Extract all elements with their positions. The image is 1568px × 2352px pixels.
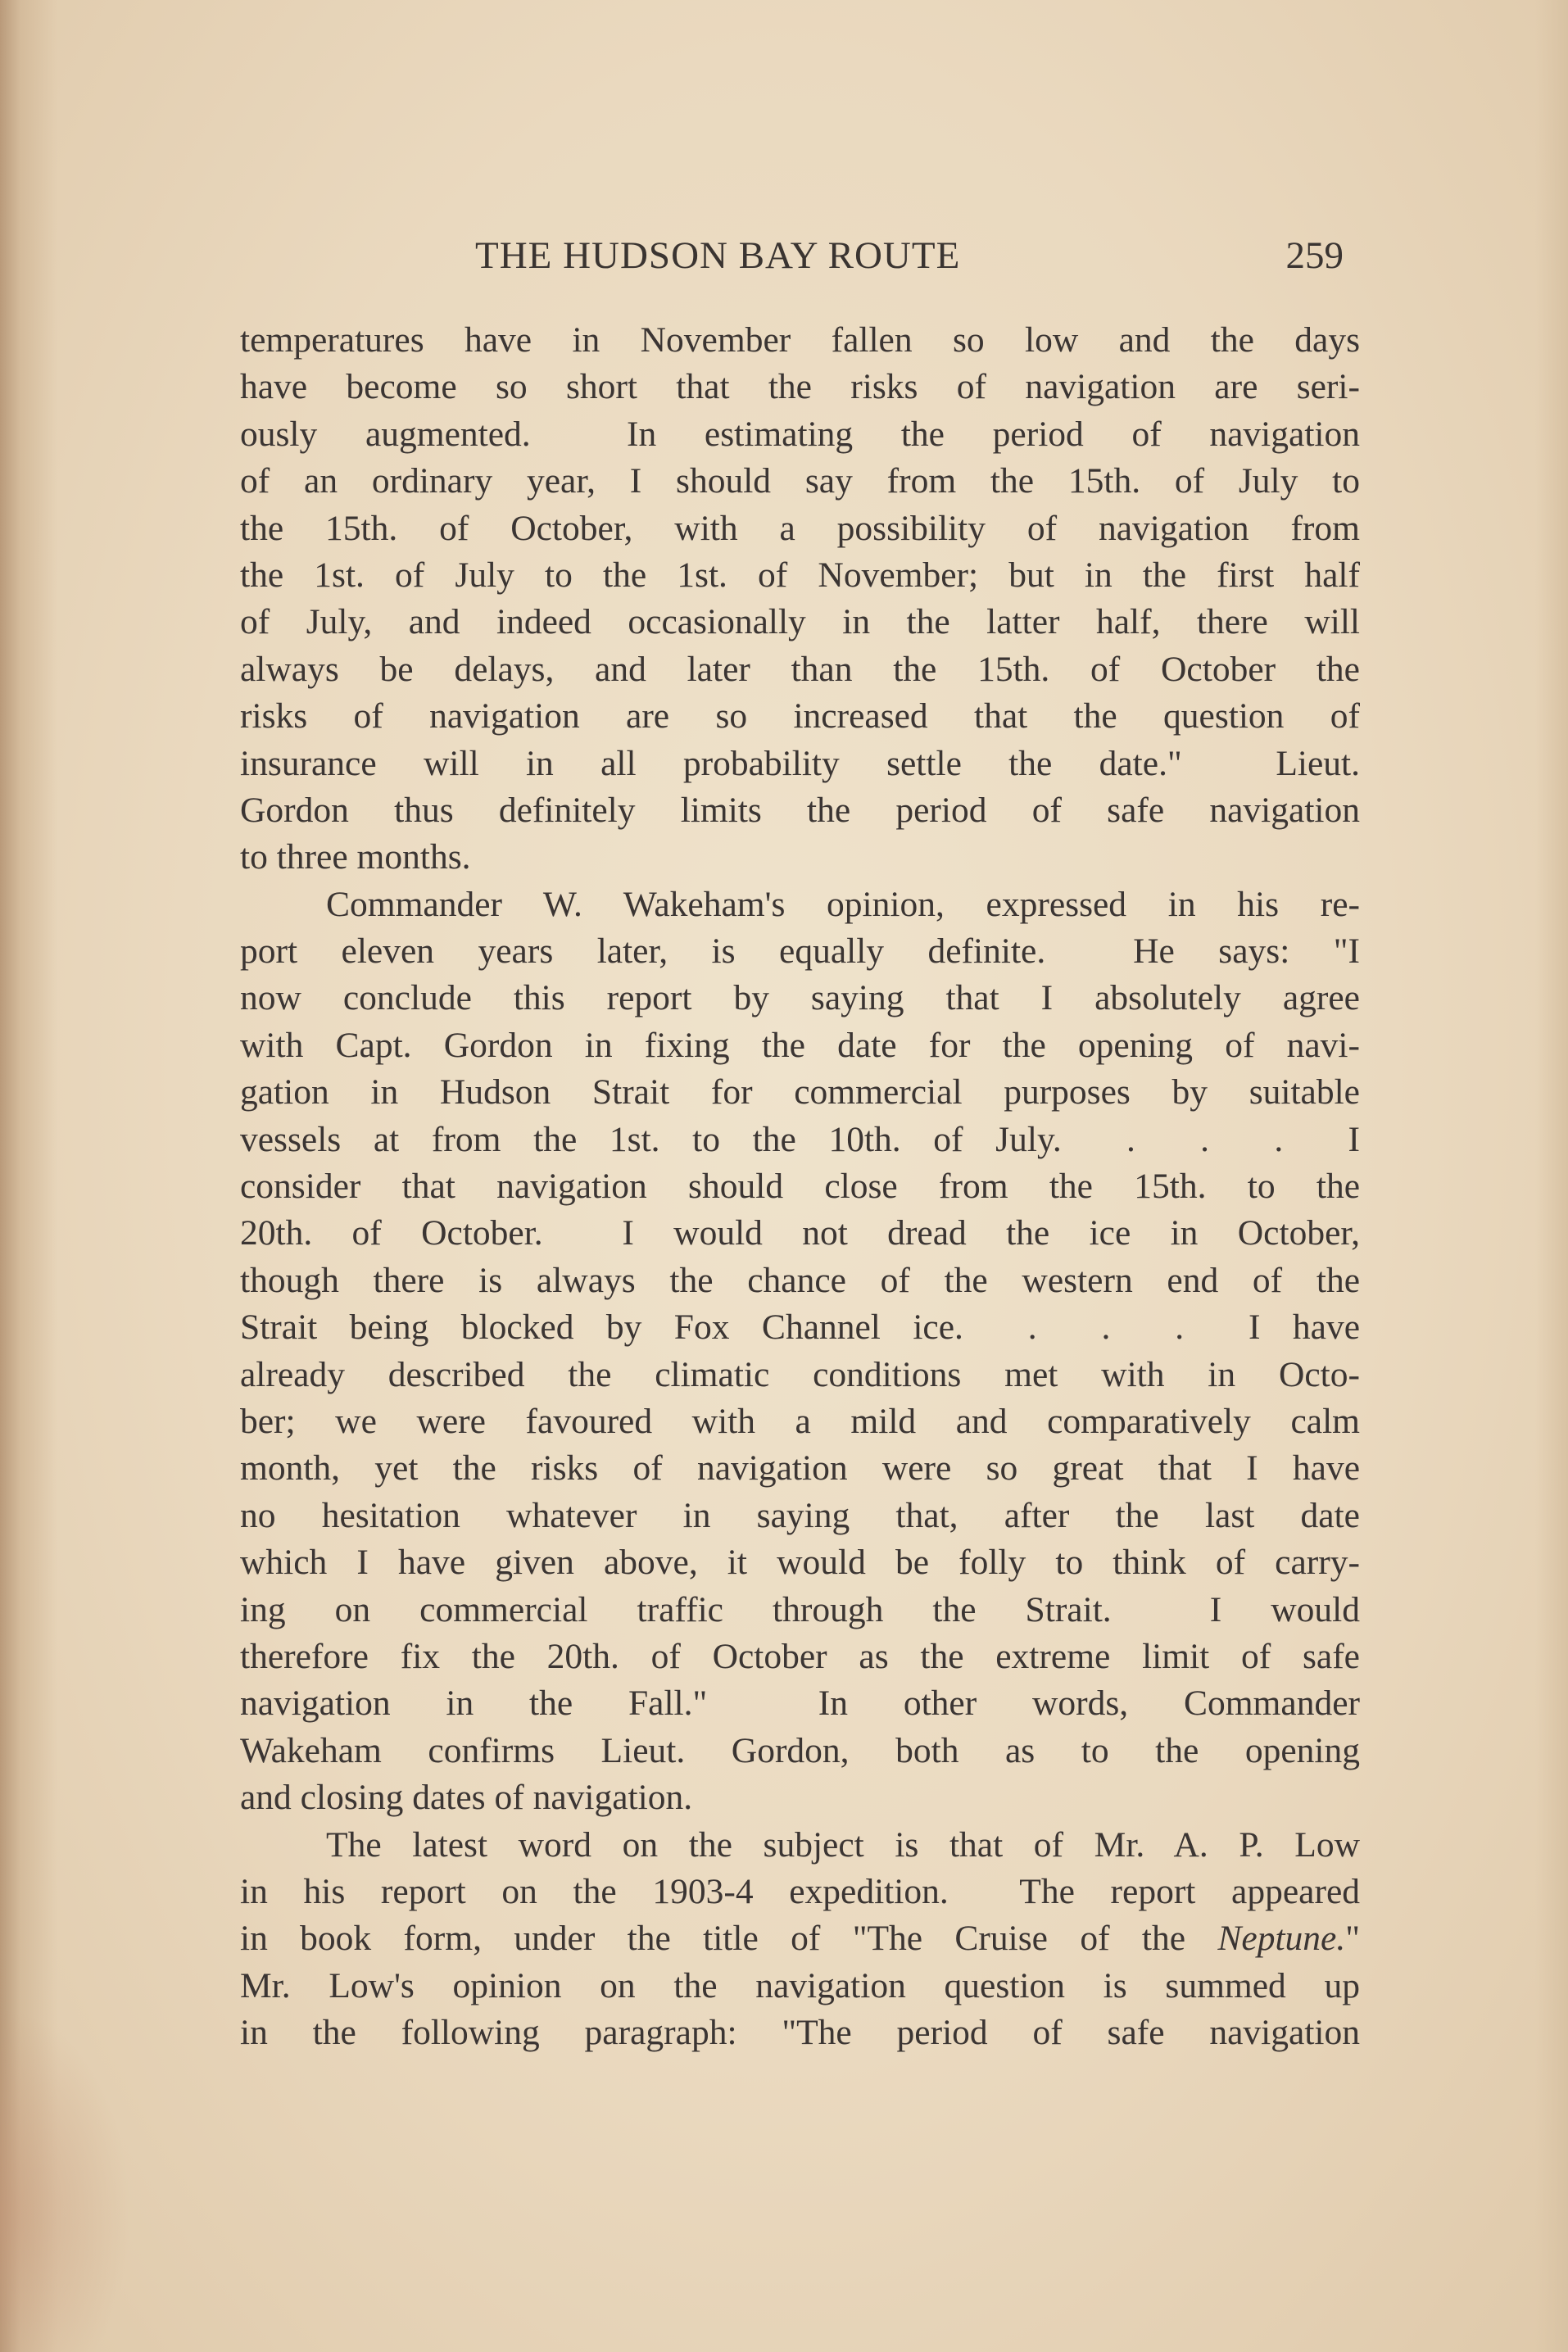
text-line: have become so short that the risks of navigation are seri- [240,367,1360,407]
text-line: always be delays, and later than the 15th. of October the [240,649,1360,689]
body-text [240,317,1360,2056]
text-line: insurance will in all probability settle the date." Lieut. [240,743,1360,783]
text-line: Wakeham confirms Lieut. Gordon, both as to the opening [240,1730,1360,1770]
text-line: gation in Hudson Strait for commercial purposes by suitable [240,1072,1360,1113]
text-line: ously augmented. In estimating the period of navigation [240,414,1360,454]
text-line: ing on commercial traffic through the Strait. I would [240,1589,1360,1629]
text-line: with Capt. Gordon in fixing the date for the opening of navi- [240,1025,1360,1065]
closing-quote: " [1345,1919,1360,1959]
text-line: in the following paragraph: "The period of safe navigation [240,2013,1360,2053]
text-line: consider that navigation should close from the 15th. to the [240,1167,1360,1207]
text-line: temperatures have in November fallen so low and the days [240,320,1360,360]
text-line: now conclude this report by saying that I absolutely agree [240,978,1360,1018]
text-line: risks of navigation are so increased that the question of [240,696,1360,736]
text-line: and closing dates of navigation. [240,1778,693,1818]
paragraph-first-line: Commander W. Wakeham's opinion, expressed in his re- [326,884,1360,924]
page-gutter-shadow [0,0,57,2352]
page-header [238,233,1344,283]
text-line-start: in book form, under the title of "The Cruise of the [240,1919,1218,1959]
text-line: Gordon thus definitely limits the period of safe navigation [240,790,1360,830]
page-number: 259 [1285,234,1344,277]
text-line: already described the climatic conditions met with in Octo- [240,1354,1360,1394]
text-line: of July, and indeed occasionally in the latter half, there will [240,602,1360,642]
text-line: in his report on the 1903-4 expedition. The report appeared [240,1871,1360,1911]
text-line: ber; we were favoured with a mild and comparatively calm [240,1401,1360,1441]
text-line: the 1st. of July to the 1st. of November; but in the first half [240,555,1360,595]
text-line: though there is always the chance of the western end of the [240,1260,1360,1300]
text-line: which I have given above, it would be folly to think of carry- [240,1543,1360,1583]
text-line: to three months. [240,837,471,877]
text-line: therefore fix the 20th. of October as the extreme limit of safe [240,1636,1360,1676]
text-line: port eleven years later, is equally definite. He says: "I [240,931,1360,972]
paper-stain [0,2007,131,2352]
text-line: vessels at from the 1st. to the 10th. of July. . . . I [240,1119,1360,1159]
text-line [240,1915,1360,1962]
paragraph-first-line: The latest word on the subject is that of Mr. A. P. Low [326,1824,1360,1865]
text-line: of an ordinary year, I should say from the 15th. of July to [240,461,1360,501]
text-line: 20th. of October. I would not dread the ice in October, [240,1213,1360,1253]
italic-book-title: Neptune. [1217,1919,1346,1959]
text-line: navigation in the Fall." In other words, Commander [240,1684,1360,1724]
page-edge-shadow [1535,0,1568,2352]
text-line: Strait being blocked by Fox Channel ice. . . . I have [240,1307,1360,1348]
text-line: the 15th. of October, with a possibility of navigation from [240,508,1360,548]
text-line: no hesitation whatever in saying that, after the last date [240,1495,1360,1535]
text-line: Mr. Low's opinion on the navigation question is summed up [240,1965,1360,2005]
running-title: THE HUDSON BAY ROUTE [475,234,961,277]
text-line: month, yet the risks of navigation were so great that I have [240,1448,1360,1489]
